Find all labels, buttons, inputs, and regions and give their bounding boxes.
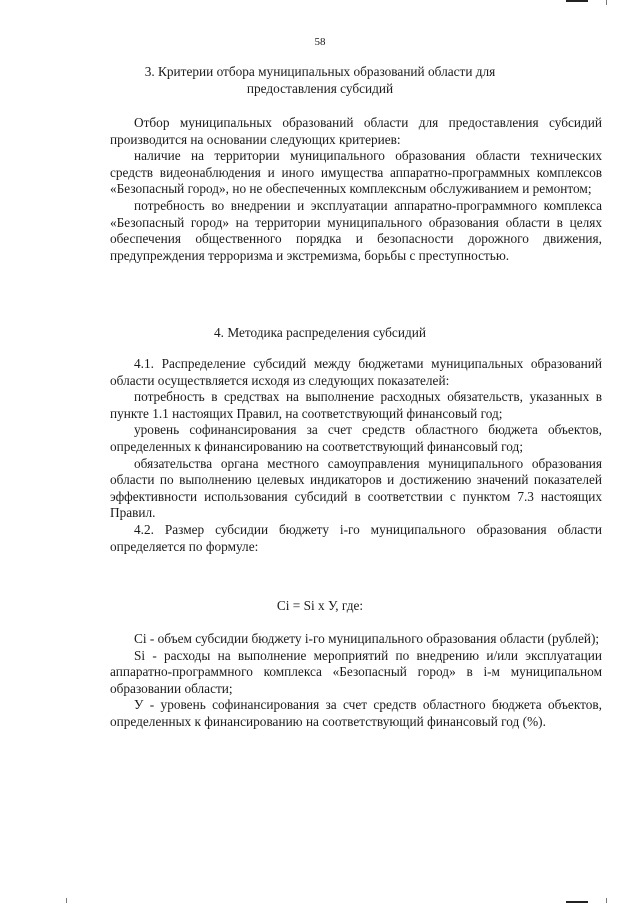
scan-tick-top <box>606 0 607 5</box>
section-3-body <box>110 115 602 264</box>
scan-tick-bottom <box>606 898 607 903</box>
paragraph: потребность в средствах на выполнение расходных обязательств, указанных в пункте 1.1 настоящих Правил, на соответствующий финансовый год; <box>110 389 602 421</box>
scan-tick-left <box>66 898 67 903</box>
paragraph: Отбор муниципальных образований области для предоставления субсидий производится на основании следующих критериев: <box>110 115 602 147</box>
page-number: 58 <box>314 36 326 48</box>
formula: Ci = Si x У, где: <box>276 598 364 613</box>
paragraph: наличие на территории муниципального образования области технических средств видеонаблюдения и иного имущества аппаратно-программных комплексов «Безопасный город», но не обеспеченных комплексным обслуживанием и ремонтом; <box>110 148 602 197</box>
paragraph: 4.2. Размер субсидии бюджету i-го муниципального образования области определяется по формуле: <box>110 521 602 554</box>
definition: У - уровень софинансирования за счет средств областного бюджета объектов, определенных к финансированию на соответствующий финансовый год (%). <box>110 697 602 729</box>
definition: Ci - объем субсидии бюджету i-го муниципального образования области (рублей); <box>134 631 600 646</box>
scan-mark-bottom <box>566 901 588 903</box>
paragraph: потребность во внедрении и эксплуатации аппаратно-программного комплекса «Безопасный город» на территории муниципального образования области в целях обеспечения общественного порядка и безопасности дорожного движения, предупреждения терроризма и экстремизма, борьбы с преступностью. <box>110 197 602 263</box>
definition: Si - расходы на выполнение мероприятий по внедрению и/или эксплуатации аппаратно-программного комплекса «Безопасный город» в i-м муниципальном образовании области; <box>110 647 602 696</box>
section-4-heading: 4. Методика распределения субсидий <box>214 325 426 340</box>
section-3-heading: 3. Критерии отбора муниципальных образований области для предоставления субсидий <box>144 64 496 96</box>
formula-definitions <box>110 631 602 731</box>
paragraph: обязательства органа местного самоуправления муниципального образования области по выполнению целевых индикаторов и достижению значений показателей эффективности использования субсидий в соответствии с пунктом 7.3 настоящих Правил. <box>110 455 602 521</box>
section-4-body <box>110 356 602 555</box>
paragraph: уровень софинансирования за счет средств областного бюджета объектов, определенных к финансированию на соответствующий финансовый год; <box>110 422 602 454</box>
paragraph: 4.1. Распределение субсидий между бюджетами муниципальных образований области осуществляется исходя из следующих показателей: <box>110 356 602 388</box>
scan-mark-top <box>566 0 588 2</box>
